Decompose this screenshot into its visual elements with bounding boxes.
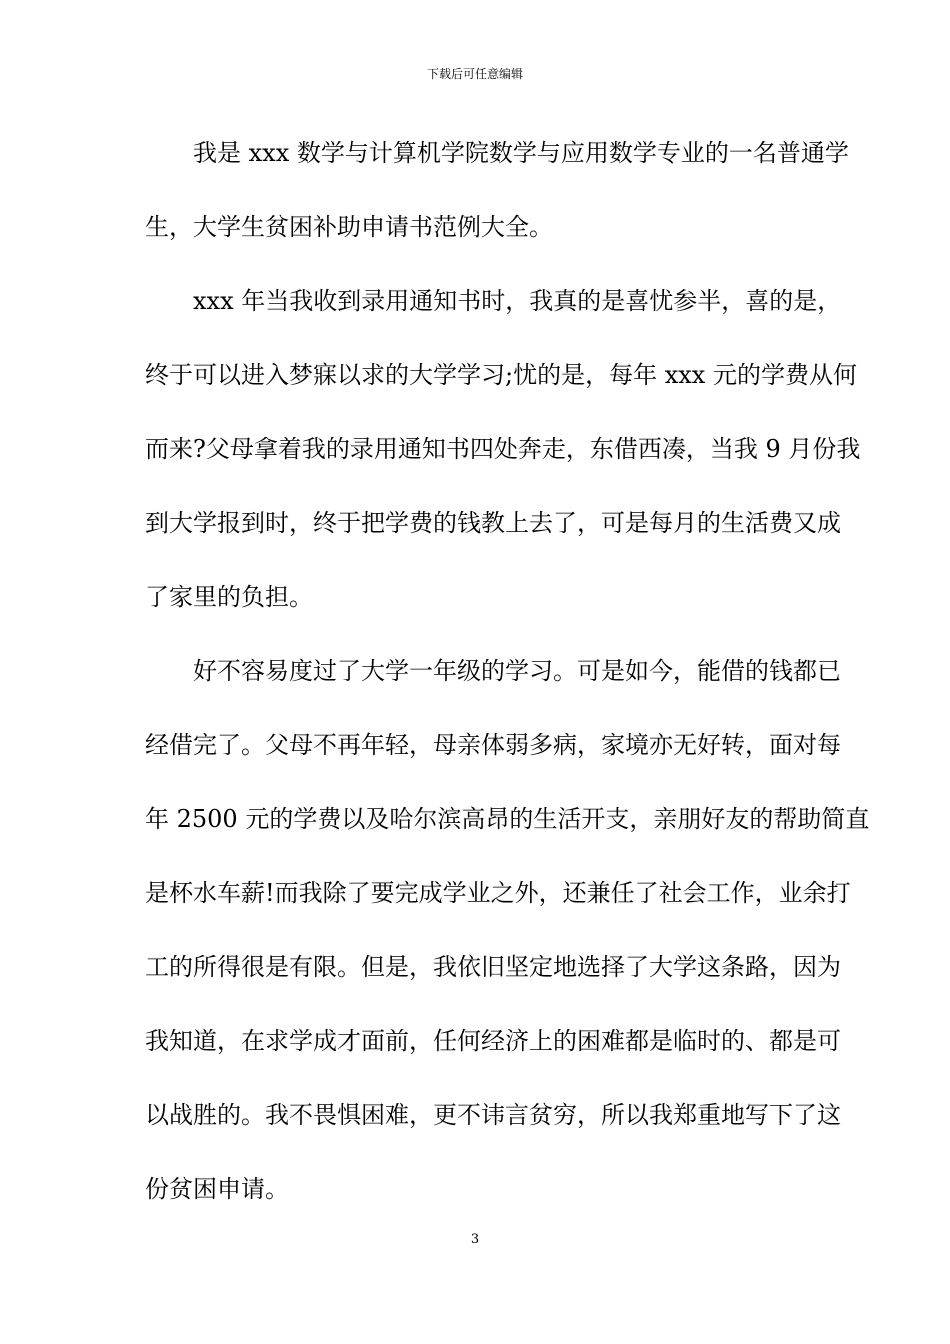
paragraph-1-line-1: 我是 xxx 数学与计算机学院数学与应用数学专业的一名普通学 [193,139,849,167]
paragraph-3-line-3: 年 2500 元的学费以及哈尔滨高昂的生活开支，亲朋好友的帮助简直 [145,805,870,833]
page-header: 下载后可任意编辑 [426,67,523,81]
paragraph-3-line-8: 份贫困申请。 [145,1175,289,1203]
paragraph-3-line-2: 经借完了。父母不再年轻，母亲体弱多病，家境亦无好转，面对每 [145,731,841,759]
paragraph-3-line-7: 以战胜的。我不畏惧困难，更不讳言贫穷，所以我郑重地写下了这 [145,1101,841,1129]
document-body [145,128,870,1238]
paragraph-2-line-5: 了家里的负担。 [145,583,313,611]
paragraph-3-line-4: 是杯水车薪!而我除了要完成学业之外，还兼任了社会工作，业余打 [145,879,851,907]
paragraph-3-line-5: 工的所得很是有限。但是，我依旧坚定地选择了大学这条路，因为 [145,953,841,981]
page-number: 3 [470,1232,480,1247]
paragraph-3-line-1: 好不容易度过了大学一年级的学习。可是如今，能借的钱都已 [193,657,841,685]
paragraph-2-line-2: 终于可以进入梦寐以求的大学学习;忧的是，每年 xxx 元的学费从何 [145,361,857,389]
paragraph-2-line-1: xxx 年当我收到录用通知书时，我真的是喜忧参半，喜的是， [193,287,842,315]
paragraph-3-line-6: 我知道，在求学成才面前，任何经济上的困难都是临时的、都是可 [145,1027,841,1055]
paragraph-2-line-3: 而来?父母拿着我的录用通知书四处奔走，东借西凑，当我 9 月份我 [145,435,861,463]
paragraph-1-line-2: 生，大学生贫困补助申请书范例大全。 [145,213,553,241]
paragraph-2-line-4: 到大学报到时，终于把学费的钱教上去了，可是每月的生活费又成 [145,509,841,537]
